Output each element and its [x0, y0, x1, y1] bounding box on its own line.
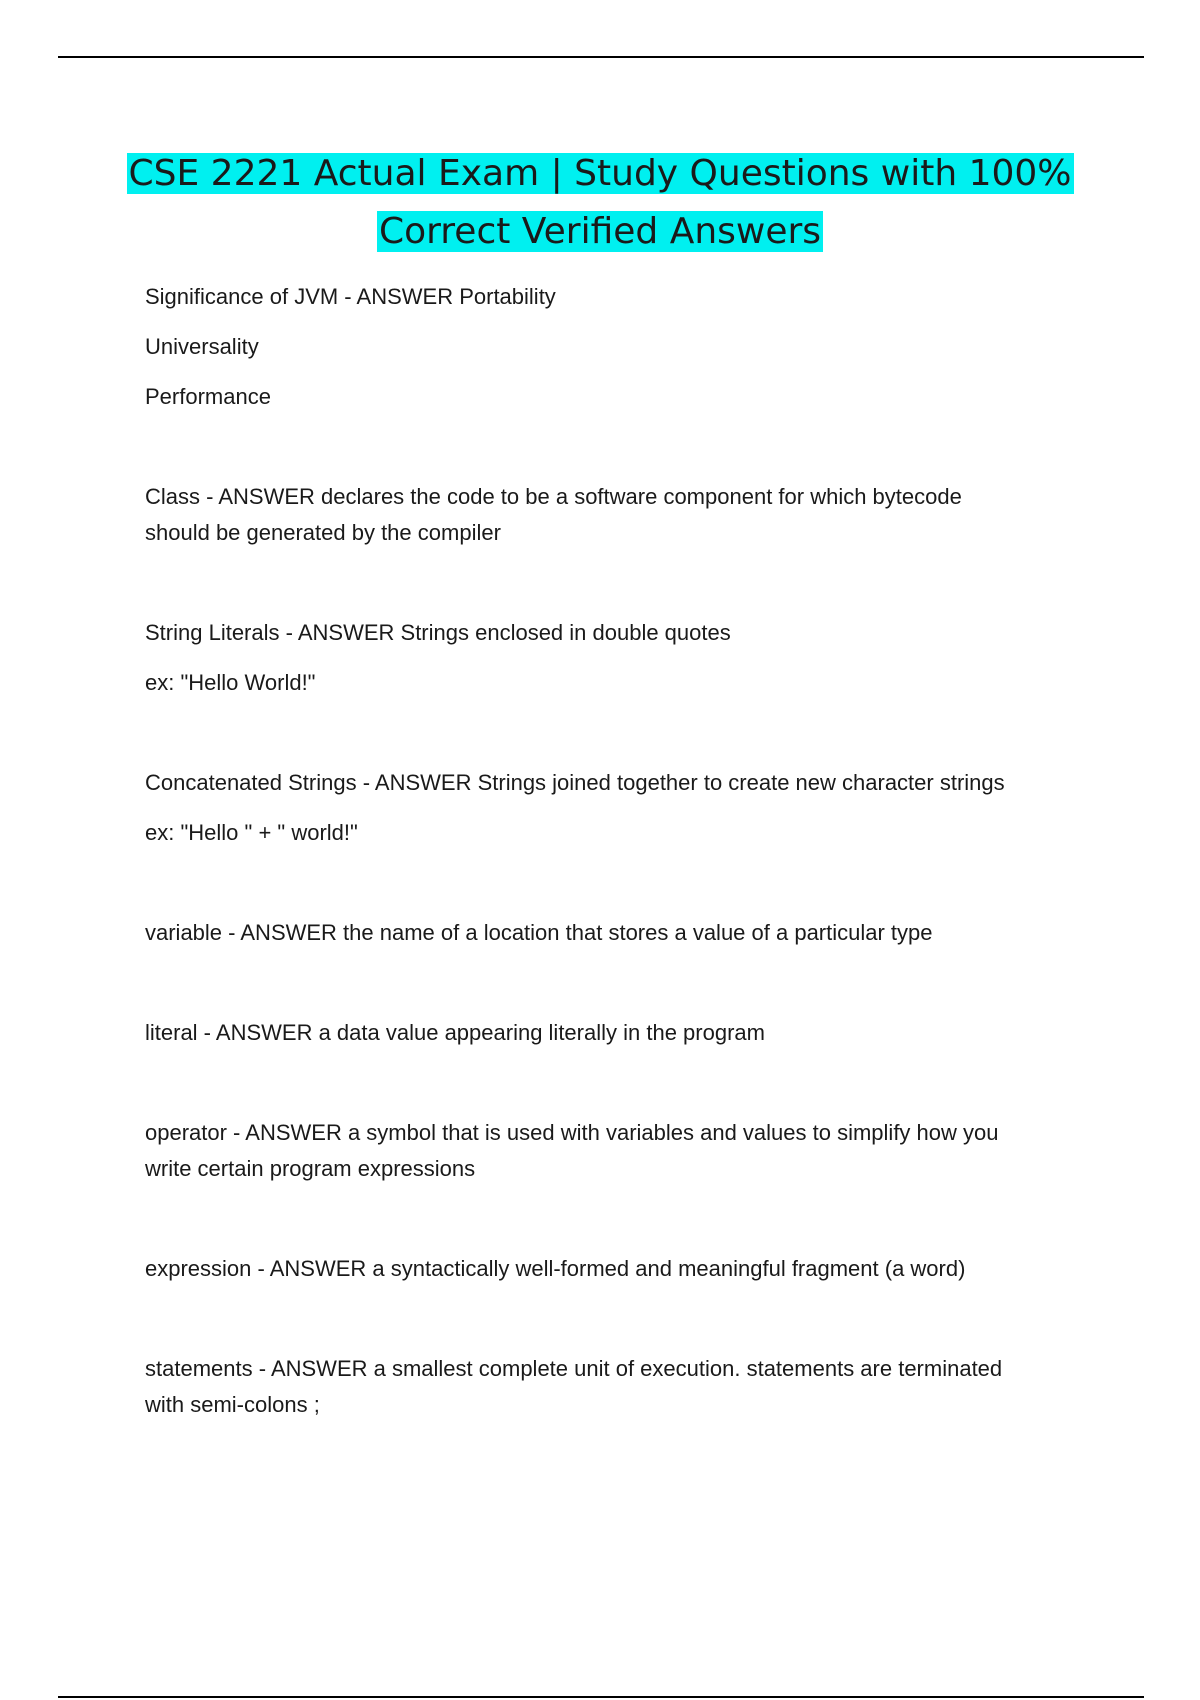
qa-line: should be generated by the compiler [145, 520, 501, 545]
top-rule [58, 56, 1144, 58]
qa-line: variable - ANSWER the name of a location that stores a value of a particular type [145, 920, 933, 945]
qa-line: operator - ANSWER a symbol that is used with variables and values to simplify how you [145, 1120, 999, 1145]
qa-entry [145, 1351, 1095, 1423]
qa-entry [145, 279, 1095, 415]
qa-line: Performance [145, 384, 271, 409]
qa-line: Significance of JVM - ANSWER Portability [145, 284, 556, 309]
qa-line: write certain program expressions [145, 1156, 476, 1181]
qa-entry [145, 1251, 1095, 1287]
qa-line: Class - ANSWER declares the code to be a software component for which bytecode [145, 484, 962, 509]
document-title [100, 145, 1100, 261]
qa-line: with semi-colons ; [145, 1392, 320, 1417]
title-line-2: Correct Verified Answers [378, 211, 822, 252]
qa-entry [145, 1115, 1095, 1187]
qa-list [145, 279, 1095, 1423]
qa-entry [145, 479, 1095, 551]
qa-line: ex: "Hello " + " world!" [145, 820, 358, 845]
qa-entry [145, 915, 1095, 951]
title-line-1: CSE 2221 Actual Exam | Study Questions with 100% [128, 153, 1072, 194]
bottom-rule [58, 1696, 1144, 1698]
qa-entry [145, 1015, 1095, 1051]
qa-line: statements - ANSWER a smallest complete unit of execution. statements are terminated [145, 1356, 1003, 1381]
qa-line: ex: "Hello World!" [145, 670, 316, 695]
qa-entry [145, 615, 1095, 701]
qa-line: expression - ANSWER a syntactically well-formed and meaningful fragment (a word) [145, 1256, 966, 1281]
qa-line: String Literals - ANSWER Strings enclosed in double quotes [145, 620, 731, 645]
qa-line: literal - ANSWER a data value appearing literally in the program [145, 1020, 765, 1045]
qa-line: Universality [145, 334, 259, 359]
qa-entry [145, 765, 1095, 851]
qa-line: Concatenated Strings - ANSWER Strings joined together to create new character strings [145, 770, 1005, 795]
